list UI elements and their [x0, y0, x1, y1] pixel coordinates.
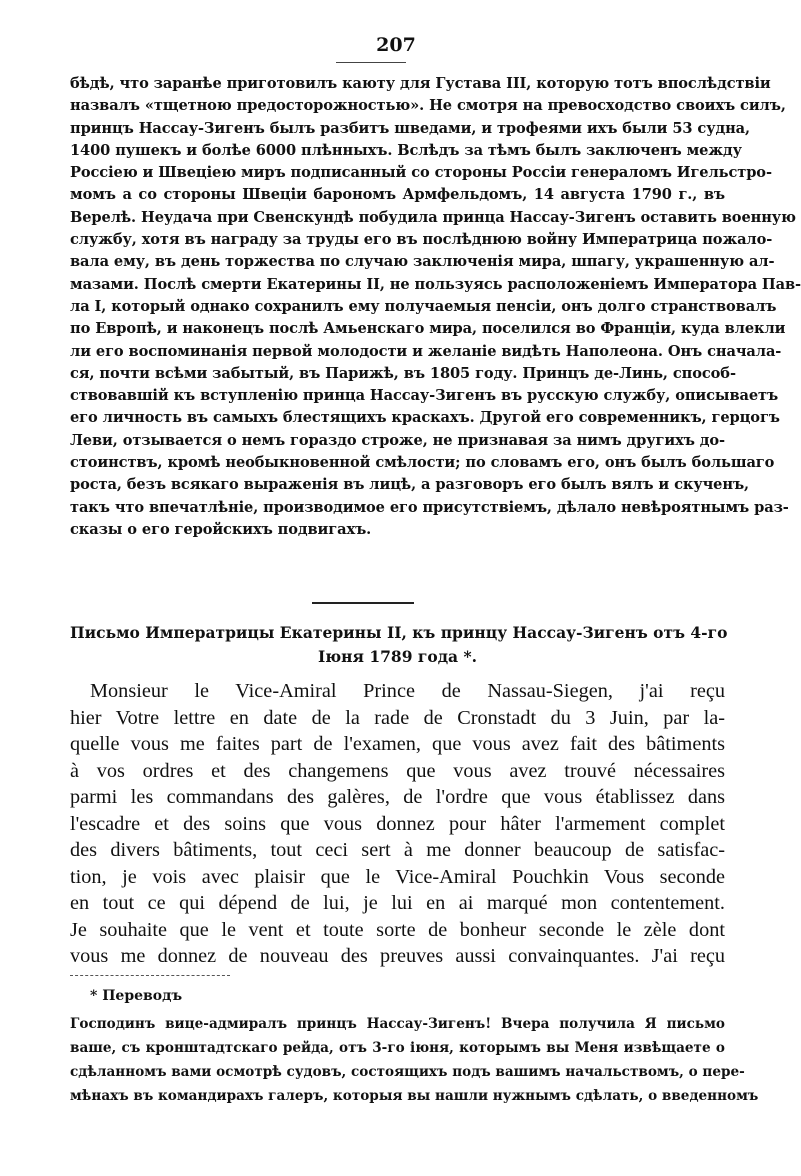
text-line: принцъ Нассау-Зигенъ былъ разбитъ шведами, и трофеями ихъ были 53 судна,: [70, 119, 751, 137]
page-number: 207: [376, 34, 416, 56]
text-line: vous me donnez de nouveau des preuves aussi convainquantes. J'ai reçu: [70, 945, 725, 967]
text-line: des divers bâtiments, tout ceci sert à me donner beaucoup de satisfac-: [70, 839, 725, 861]
text-line: Je souhaite que le vent et toute sorte de bonheur seconde le zèle dont: [70, 918, 725, 941]
text-line: parmi les commandans des galères, de l'ordre que vous établissez dans: [70, 786, 725, 808]
text-line: l'escadre et des soins que vous donnez pour hâter l'armement complet: [70, 812, 725, 835]
heading-line: Іюня 1789 года *.: [318, 647, 477, 666]
text-line: мазами. Послѣ смерти Екатерины II, не пользуясь расположеніемъ Императора Пав-: [70, 275, 801, 293]
text-line: стоинствъ, кромѣ необыкновенной смѣлости; по словамъ его, онъ былъ большаго: [70, 454, 775, 472]
text-line: службу, хотя въ награду за труды его въ послѣднюю войну Императрица пожало-: [70, 231, 773, 249]
footnote-line: ваше, съ кронштадтскаго рейда, отъ 3-го іюня, которымъ вы Меня извѣщаете о: [70, 1040, 725, 1056]
footnote-rule: [70, 975, 230, 977]
footnote-line: мѣнахъ въ командирахъ галеръ, которыя вы нашли нужнымъ сдѣлать, о введенномъ: [70, 1088, 759, 1104]
text-line: Леви, отзывается о немъ гораздо строже, не признавая за нимъ другихъ до-: [70, 431, 725, 449]
text-line: ся, почти всѣми забытый, въ Парижѣ, въ 1805 году. Принцъ де-Линь, способ-: [70, 364, 736, 382]
text-line: ствовавшій къ вступленію принца Нассау-Зигенъ въ русскую службу, описываетъ: [70, 387, 779, 405]
text-line: сказы о его геройскихъ подвигахъ.: [70, 520, 372, 538]
text-line: момъ а со стороны Швеціи барономъ Армфельдомъ, 14 августа 1790 г., въ: [70, 186, 725, 204]
text-line: quelle vous me faites part de l'examen, que vous avez fait des bâtiments: [70, 733, 725, 755]
footnote-text: [70, 1012, 759, 1108]
page-number-rule: [336, 62, 406, 63]
text-line: Верелѣ. Неудача при Свенскундѣ побудила принца Нассау-Зигенъ оставить военную: [70, 208, 796, 226]
footnote-line: сдѣланномъ вами осмотрѣ судовъ, состоящихъ подъ вашимъ начальствомъ, о пере-: [70, 1064, 745, 1080]
text-line: Monsieur le Vice-Amiral Prince de Nassau-Siegen, j'ai reçu: [90, 680, 725, 702]
text-line: его личность въ самыхъ блестящихъ краскахъ. Другой его современникъ, герцогъ: [70, 409, 780, 427]
text-line: 1400 пушекъ и болѣе 6000 плѣнныхъ. Вслѣдъ за тѣмъ былъ заключенъ между: [70, 141, 742, 159]
heading-line: Письмо Императрицы Екатерины II, къ принцу Нассау-Зигенъ отъ 4-го: [70, 623, 728, 642]
section-divider: [312, 602, 414, 604]
russian-paragraph: [70, 73, 801, 541]
footnote-line: Господинъ вице-адмиралъ принцъ Нассау-Зигенъ! Вчера получила Я письмо: [70, 1016, 725, 1032]
text-line: hier Votre lettre en date de la rade de Cronstadt du 3 Juin, par la-: [70, 706, 725, 729]
text-line: по Европѣ, и наконецъ послѣ Амьенскаго мира, поселился во Франціи, куда влекли: [70, 320, 786, 338]
text-line: такъ что впечатлѣніе, производимое его присутствіемъ, дѣлало невѣроятнымъ раз-: [70, 498, 789, 516]
text-line: бѣдѣ, что заранѣе приготовилъ каюту для Густава III, которую тотъ впослѣдствіи: [70, 75, 771, 92]
letter-heading: [70, 621, 728, 669]
text-line: à vos ordres et des changemens que vous avez trouvé nécessaires: [70, 759, 725, 782]
text-line: ла I, который однако сохранилъ ему получаемыя пенсіи, онъ долго странствовалъ: [70, 297, 777, 315]
text-line: ли его воспоминанія первой молодости и желаніе видѣть Наполеона. Онъ сначала-: [70, 342, 782, 360]
text-line: роста, безъ всякаго выраженія въ лицѣ, а разговоръ его былъ вялъ и скученъ,: [70, 476, 750, 494]
text-line: en tout ce qui dépend de lui, je lui en ai marqué mon contentement.: [70, 892, 725, 914]
text-line: вала ему, въ день торжества по случаю заключенія мира, шпагу, украшенную ал-: [70, 253, 775, 271]
text-line: Россіею и Швеціею миръ подписанный со стороны Россіи генераломъ Игельстро-: [70, 164, 772, 182]
french-letter: [70, 678, 725, 970]
footnote-label: * Переводъ: [90, 988, 183, 1004]
text-line: tion, je vois avec plaisir que le Vice-Amiral Pouchkin Vous seconde: [70, 865, 725, 888]
text-line: назвалъ «тщетною предосторожностью». Не смотря на превосходство своихъ силъ,: [70, 97, 786, 115]
